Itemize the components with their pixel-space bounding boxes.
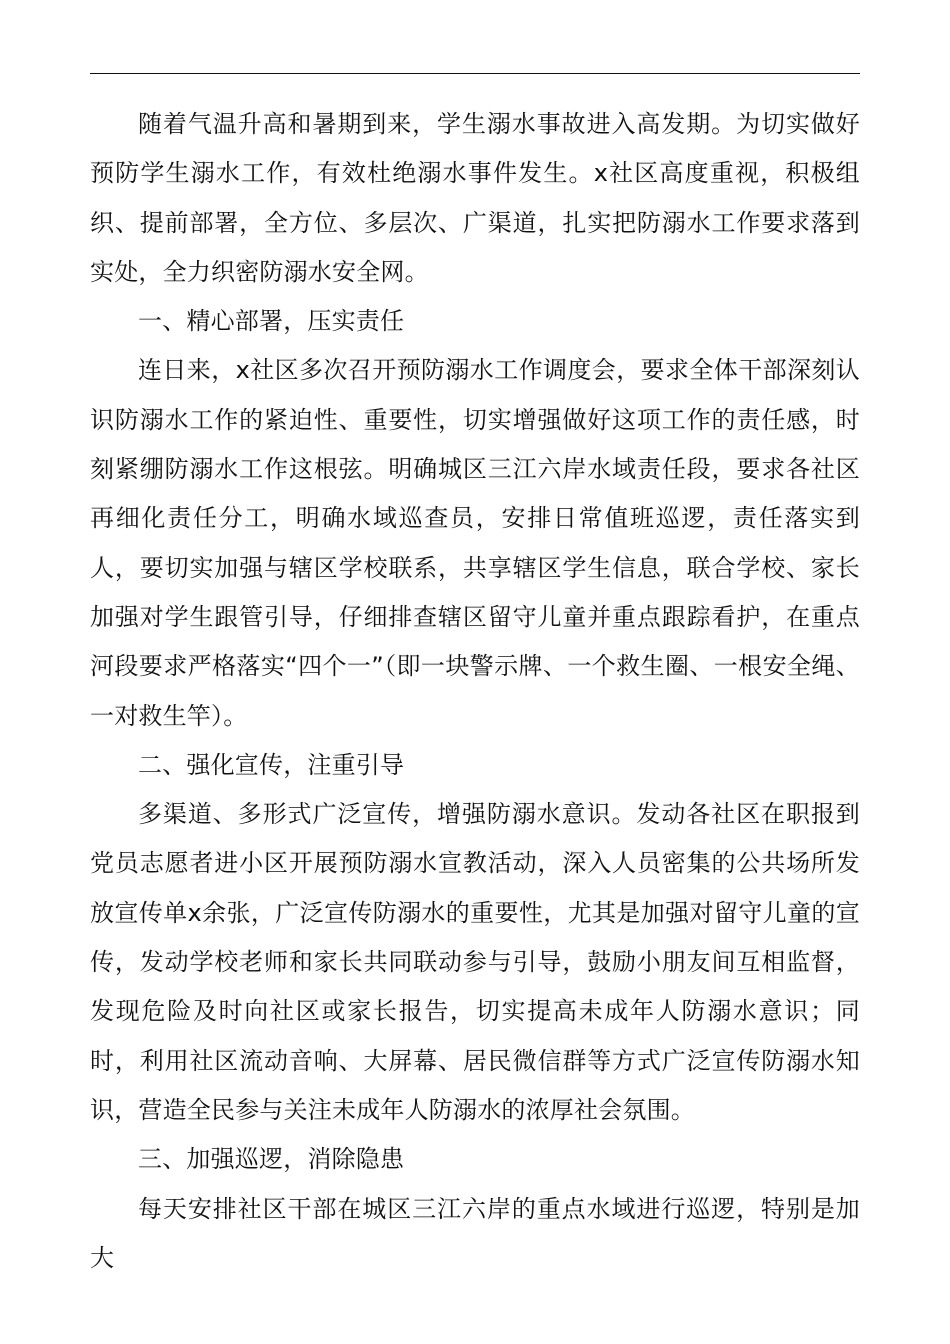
section-heading-1: 一、精心部署，压实责任 <box>138 307 405 336</box>
intro-paragraph: 随着气温升高和暑期到来，学生溺水事故进入高发期。为切实做好预防学生溺水工作，有效杜绝溺水事件发生。x社区高度重视，积极组织、提前部署，全方位、多层次、广渠道，扎实把防溺水工作要求落到实处，全力织密防溺水安全网。 <box>90 110 860 286</box>
section-1-paragraph: 连日来，x社区多次召开预防溺水工作调度会，要求全体干部深刻认识防溺水工作的紧迫性、重要性，切实增强做好这项工作的责任感，时刻紧绷防溺水工作这根弦。明确城区三江六岸水域责任段，要求各社区再细化责任分工，明确水域巡查员，安排日常值班巡逻，责任落实到人，要切实加强与辖区学校联系，共享辖区学生信息，联合学校、家长加强对学生跟管引导，仔细排查辖区留守儿童并重点跟踪看护，在重点河段要求严格落实“四个一”（即一块警示牌、一个救生圈、一根安全绳、一对救生竿）。 <box>90 356 860 730</box>
section-heading-3: 三、加强巡逻，消除隐患 <box>138 1145 405 1174</box>
document-body <box>90 100 860 1283</box>
header-rule <box>90 73 860 74</box>
section-2-paragraph: 多渠道、多形式广泛宣传，增强防溺水意识。发动各社区在职报到党员志愿者进小区开展预防溺水宣教活动，深入人员密集的公共场所发放宣传单x余张，广泛宣传防溺水的重要性，尤其是加强对留守儿童的宣传，发动学校老师和家长共同联动参与引导，鼓励小朋友间互相监督，发现危险及时向社区或家长报告，切实提高未成年人防溺水意识；同时，利用社区流动音响、大屏幕、居民微信群等方式广泛宣传防溺水知识，营造全民参与关注未成年人防溺水的浓厚社会氛围。 <box>90 800 860 1124</box>
section-heading-2: 二、强化宣传，注重引导 <box>138 750 405 779</box>
section-3-paragraph: 每天安排社区干部在城区三江六岸的重点水域进行巡逻，特别是加大 <box>90 1194 860 1272</box>
